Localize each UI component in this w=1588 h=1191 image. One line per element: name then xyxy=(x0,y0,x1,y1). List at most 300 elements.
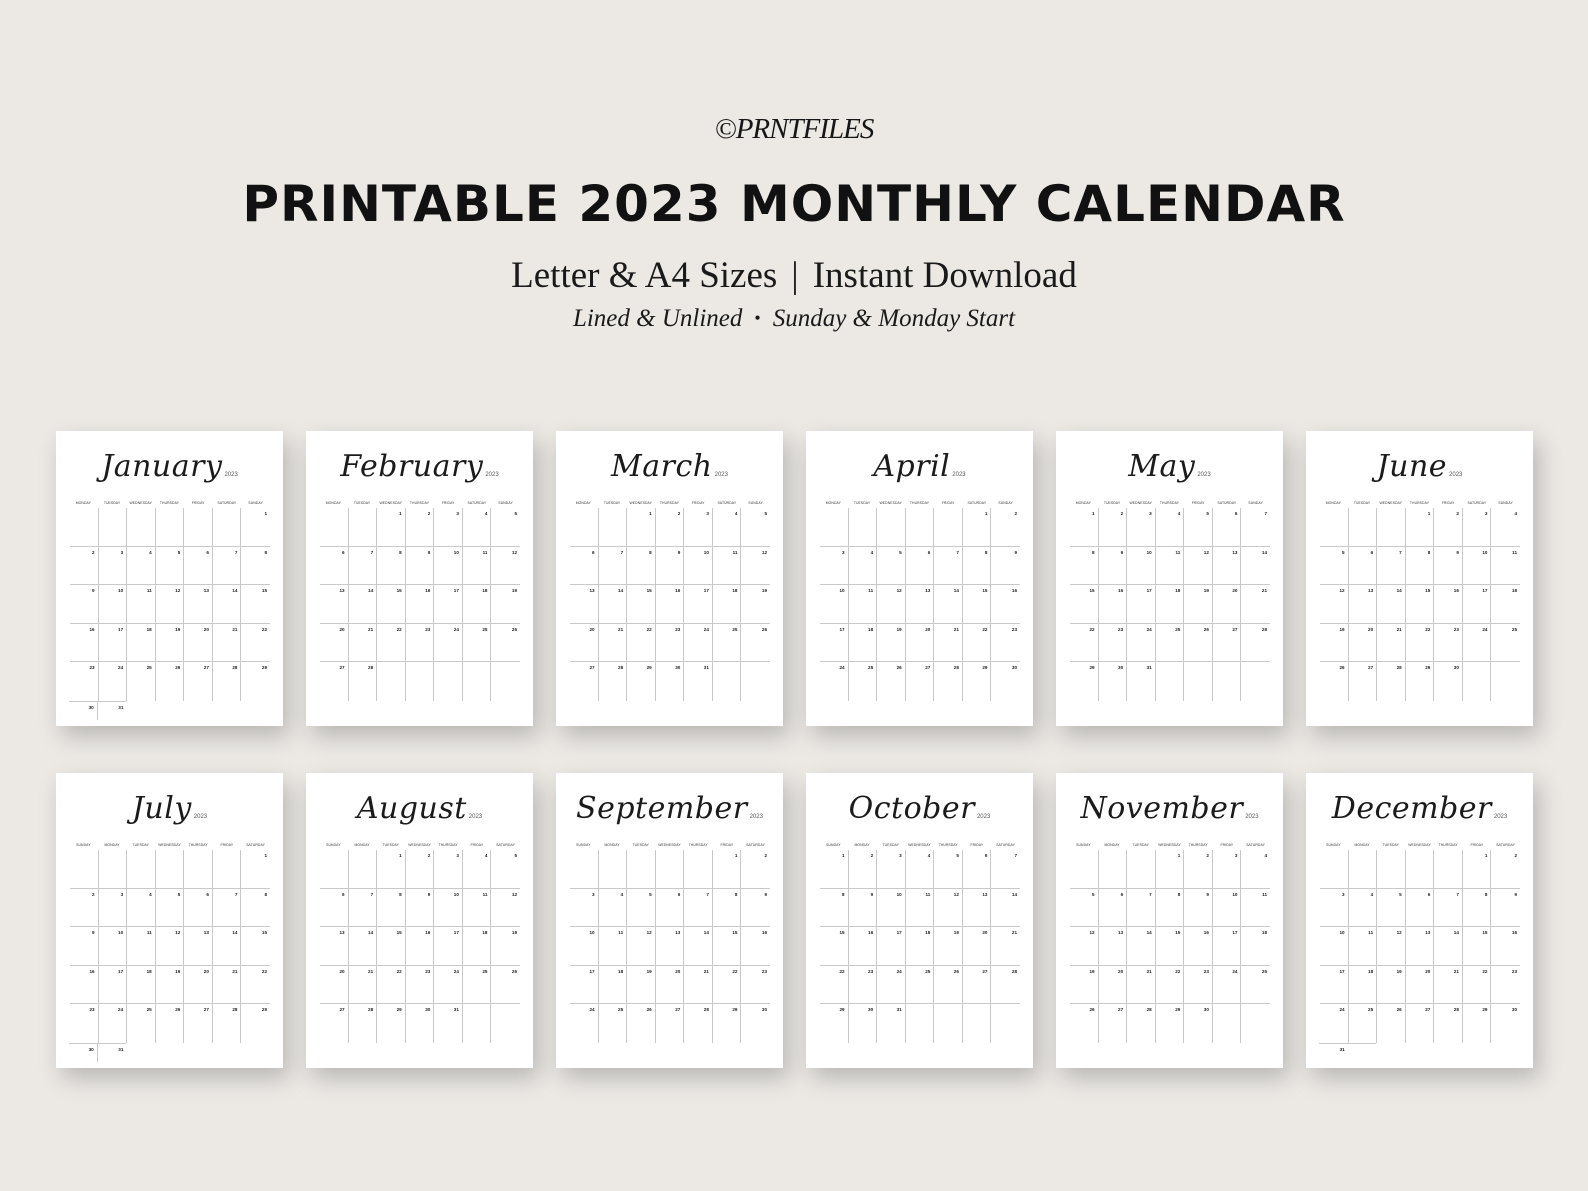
day-number: 12 xyxy=(953,891,959,897)
day-cell xyxy=(1434,508,1463,546)
day-cell xyxy=(820,508,849,546)
weekday-label: WEDNESDAY xyxy=(658,843,681,847)
day-cell xyxy=(1319,1044,1348,1062)
day-cell xyxy=(877,927,906,965)
day-cell xyxy=(1099,508,1128,546)
day-cell xyxy=(741,624,770,662)
week-row xyxy=(1070,624,1270,663)
day-cell xyxy=(991,585,1020,623)
day-cell xyxy=(184,662,213,701)
day-cell xyxy=(1099,547,1128,585)
month-name: April xyxy=(873,449,951,484)
day-number: 17 xyxy=(1232,930,1238,935)
day-cell xyxy=(627,662,656,701)
day-number: 3 xyxy=(842,549,845,555)
day-cell xyxy=(849,927,878,965)
month-grid xyxy=(319,498,520,701)
day-number: 15 xyxy=(261,588,268,593)
day-cell xyxy=(934,889,963,927)
day-number: 19 xyxy=(1089,968,1095,974)
day-cell xyxy=(241,1004,270,1043)
day-cell xyxy=(627,850,656,888)
day-cell xyxy=(377,662,406,701)
day-number: 29 xyxy=(1175,1007,1181,1012)
day-number: 29 xyxy=(261,665,268,670)
day-number: 6 xyxy=(206,891,209,897)
day-cell xyxy=(656,662,685,701)
day-number: 19 xyxy=(175,968,181,974)
day-cell xyxy=(1320,585,1349,623)
day-cell xyxy=(963,850,992,888)
week-row xyxy=(1070,508,1270,547)
day-number: 11 xyxy=(1512,549,1518,555)
day-number: 26 xyxy=(646,1007,652,1012)
week-row xyxy=(1070,889,1270,928)
day-number: 14 xyxy=(368,930,374,935)
day-cell xyxy=(1099,850,1128,888)
day-number: 1 xyxy=(649,511,652,516)
day-number: 20 xyxy=(1368,626,1374,632)
tagline-lined: Lined & Unlined xyxy=(572,305,743,332)
day-cell xyxy=(127,1004,156,1043)
day-number: 31 xyxy=(1339,1046,1345,1052)
day-number: 22 xyxy=(982,626,988,632)
day-cell xyxy=(1156,889,1185,927)
day-number: 26 xyxy=(761,626,768,632)
weekday-label: MONDAY xyxy=(104,843,120,847)
day-number: 12 xyxy=(1339,588,1345,593)
day-cell xyxy=(434,508,463,546)
day-cell xyxy=(684,508,713,546)
day-cell xyxy=(463,662,492,701)
weekday-label: SUNDAY xyxy=(76,843,91,847)
month-name: August xyxy=(356,791,467,826)
day-cell xyxy=(713,508,742,546)
day-number: 3 xyxy=(1234,853,1238,858)
day-number: 24 xyxy=(1146,626,1152,632)
day-number: 24 xyxy=(839,665,845,670)
day-cell xyxy=(570,889,599,927)
day-cell xyxy=(320,889,349,927)
day-number: 4 xyxy=(1177,511,1181,516)
day-number: 28 xyxy=(1261,626,1268,632)
calendar-sheet-january xyxy=(56,431,283,726)
day-cell xyxy=(1156,662,1185,701)
day-number: 11 xyxy=(1368,930,1374,935)
day-number: 9 xyxy=(1206,891,1209,897)
day-cell xyxy=(241,850,270,888)
day-cell xyxy=(213,927,242,965)
day-cell xyxy=(713,585,742,623)
week-row xyxy=(70,547,270,586)
day-cell xyxy=(320,662,349,701)
day-cell xyxy=(1127,850,1156,888)
day-cell xyxy=(1406,547,1435,585)
weekday-label: WEDNESDAY xyxy=(1129,501,1153,505)
day-cell xyxy=(934,547,963,585)
day-cell xyxy=(1406,850,1435,888)
day-cell xyxy=(570,1004,599,1043)
day-cell xyxy=(406,508,435,546)
day-cell xyxy=(1349,585,1378,623)
day-cell xyxy=(906,547,935,585)
day-number: 17 xyxy=(1482,588,1488,593)
day-cell xyxy=(1127,624,1156,662)
week-row xyxy=(1070,662,1270,701)
day-cell xyxy=(963,966,992,1004)
day-number: 9 xyxy=(427,549,431,555)
week-row xyxy=(570,508,770,547)
tagline-bullet: • xyxy=(754,308,761,328)
day-cell xyxy=(934,624,963,662)
day-cell xyxy=(963,927,992,965)
day-cell xyxy=(877,585,906,623)
week-row xyxy=(1070,1004,1270,1043)
day-number: 5 xyxy=(899,549,902,555)
day-number: 2 xyxy=(1014,511,1018,516)
day-cell xyxy=(99,624,128,662)
day-cell xyxy=(599,508,628,546)
day-cell xyxy=(906,889,935,927)
day-cell xyxy=(741,662,770,701)
day-number: 30 xyxy=(425,1007,431,1012)
day-number: 5 xyxy=(177,891,181,897)
week-row xyxy=(570,966,770,1005)
day-cell xyxy=(1184,1004,1213,1043)
day-cell xyxy=(156,889,185,927)
weeks xyxy=(819,508,1020,701)
day-cell xyxy=(1491,927,1520,965)
week-row xyxy=(570,662,770,701)
day-number: 2 xyxy=(1514,853,1518,858)
day-cell xyxy=(1070,547,1099,585)
month-grid xyxy=(1319,840,1520,1043)
day-number: 8 xyxy=(1427,549,1431,555)
day-cell xyxy=(741,1004,770,1043)
day-cell xyxy=(1406,585,1435,623)
day-cell xyxy=(377,850,406,888)
week-row xyxy=(1320,927,1520,966)
day-number: 1 xyxy=(1427,511,1431,516)
day-cell xyxy=(877,850,906,888)
day-cell xyxy=(434,662,463,701)
weekday-label: WEDNESDAY xyxy=(1379,501,1403,505)
day-cell xyxy=(156,966,185,1004)
weekday-label: THURSDAY xyxy=(938,843,958,847)
weekday-label: MONDAY xyxy=(1075,501,1091,505)
day-cell xyxy=(1491,508,1520,546)
day-cell xyxy=(684,966,713,1004)
day-cell xyxy=(491,662,520,701)
day-number: 24 xyxy=(703,626,709,632)
day-number: 30 xyxy=(1118,665,1124,670)
day-number: 3 xyxy=(1342,891,1345,897)
day-cell xyxy=(1156,585,1185,623)
day-number: 18 xyxy=(732,588,738,593)
day-number: 6 xyxy=(206,549,209,555)
day-cell xyxy=(1434,585,1463,623)
month-year: 2023 xyxy=(1245,814,1259,820)
day-number: 14 xyxy=(703,930,709,935)
weekday-label: THURSDAY xyxy=(1409,501,1430,505)
month-year: 2023 xyxy=(714,472,728,478)
weekday-label: SUNDAY xyxy=(576,843,591,847)
day-cell xyxy=(349,508,378,546)
day-cell xyxy=(1491,624,1520,662)
day-number: 8 xyxy=(264,891,268,897)
weekday-label: FRIDAY xyxy=(220,843,234,847)
day-number: 19 xyxy=(175,626,181,632)
week-row xyxy=(820,1004,1020,1043)
weekday-label: TUESDAY xyxy=(1353,501,1371,505)
weekday-label: SUNDAY xyxy=(826,843,841,847)
day-number: 22 xyxy=(839,968,845,974)
day-cell xyxy=(1241,966,1270,1004)
day-cell xyxy=(1463,585,1492,623)
month-year: 2023 xyxy=(749,814,763,820)
day-cell xyxy=(963,889,992,927)
month-heading xyxy=(56,791,283,826)
day-cell xyxy=(434,889,463,927)
week-row xyxy=(320,1004,520,1043)
day-number: 19 xyxy=(511,588,518,593)
day-cell xyxy=(70,966,99,1004)
day-cell xyxy=(184,927,213,965)
weekday-label: TUESDAY xyxy=(382,843,399,847)
day-number: 26 xyxy=(511,626,518,632)
day-number: 15 xyxy=(1175,930,1181,935)
day-cell xyxy=(1070,508,1099,546)
day-cell xyxy=(1099,927,1128,965)
week-row xyxy=(320,585,520,624)
day-cell xyxy=(1213,927,1242,965)
day-number: 16 xyxy=(868,930,874,935)
weekday-label: SUNDAY xyxy=(1498,501,1513,505)
day-number: 3 xyxy=(1149,511,1152,516)
month-name: December xyxy=(1331,791,1492,826)
day-cell xyxy=(741,889,770,927)
day-cell xyxy=(241,585,270,623)
day-number: 2 xyxy=(92,891,95,897)
day-cell xyxy=(463,966,492,1004)
day-cell xyxy=(1241,927,1270,965)
day-number: 11 xyxy=(146,588,152,593)
day-cell xyxy=(599,547,628,585)
day-number: 8 xyxy=(1177,891,1181,897)
day-number: 6 xyxy=(342,891,345,897)
day-number: 19 xyxy=(646,968,652,974)
day-number: 17 xyxy=(1339,968,1345,974)
day-number: 19 xyxy=(511,930,518,935)
day-number: 6 xyxy=(1370,549,1374,555)
month-name: November xyxy=(1080,791,1244,826)
weekday-label: MONDAY xyxy=(354,843,370,847)
day-cell xyxy=(1241,624,1270,662)
day-cell xyxy=(1213,1004,1242,1043)
day-cell xyxy=(656,624,685,662)
day-cell xyxy=(627,585,656,623)
day-cell xyxy=(849,547,878,585)
day-cell xyxy=(1377,1004,1406,1043)
month-heading xyxy=(1056,449,1283,484)
day-cell xyxy=(213,1004,242,1043)
day-number: 3 xyxy=(899,853,902,858)
week-row xyxy=(70,662,270,701)
day-cell xyxy=(1127,966,1156,1004)
day-cell xyxy=(684,624,713,662)
day-cell xyxy=(241,508,270,546)
day-number: 2 xyxy=(1120,511,1124,516)
weekday-label: SATURDAY xyxy=(217,501,237,505)
day-cell xyxy=(849,624,878,662)
day-cell xyxy=(156,585,185,623)
day-number: 7 xyxy=(956,549,959,555)
day-cell xyxy=(99,889,128,927)
day-number: 17 xyxy=(118,968,124,974)
day-number: 25 xyxy=(868,665,874,670)
day-cell xyxy=(1320,547,1349,585)
month-name: May xyxy=(1128,449,1196,484)
day-number: 28 xyxy=(703,1007,709,1012)
day-cell xyxy=(241,889,270,927)
day-cell xyxy=(849,889,878,927)
day-cell xyxy=(1127,585,1156,623)
day-number: 29 xyxy=(982,665,988,670)
day-number: 9 xyxy=(92,588,95,593)
day-cell xyxy=(127,850,156,888)
weekday-label: WEDNESDAY xyxy=(158,843,181,847)
day-cell xyxy=(1491,966,1520,1004)
day-cell xyxy=(849,850,878,888)
day-cell xyxy=(463,547,492,585)
day-number: 25 xyxy=(146,1007,152,1012)
day-cell xyxy=(184,966,213,1004)
day-cell xyxy=(820,850,849,888)
day-cell xyxy=(849,1004,878,1043)
day-number: 3 xyxy=(592,891,595,897)
day-number: 7 xyxy=(620,549,624,555)
day-cell xyxy=(1349,624,1378,662)
day-number: 30 xyxy=(1511,1007,1518,1012)
week-row xyxy=(1320,966,1520,1005)
day-number: 16 xyxy=(1203,930,1209,935)
day-number: 1 xyxy=(399,511,402,516)
day-cell xyxy=(1434,889,1463,927)
day-cell xyxy=(1406,889,1435,927)
day-number: 11 xyxy=(925,891,931,897)
month-heading xyxy=(556,791,783,826)
day-number: 27 xyxy=(675,1007,681,1012)
day-number: 20 xyxy=(203,968,209,974)
day-cell xyxy=(491,966,520,1004)
day-cell xyxy=(570,927,599,965)
day-cell xyxy=(1184,585,1213,623)
week-row xyxy=(570,927,770,966)
day-number: 7 xyxy=(234,549,238,555)
day-number: 14 xyxy=(1261,549,1268,555)
day-cell xyxy=(463,624,492,662)
week-row xyxy=(320,966,520,1005)
day-number: 20 xyxy=(675,968,681,974)
month-year: 2023 xyxy=(976,814,991,820)
day-number: 25 xyxy=(1261,968,1268,974)
day-cell xyxy=(213,585,242,623)
day-number: 16 xyxy=(425,588,431,593)
day-number: 10 xyxy=(118,930,124,935)
day-number: 13 xyxy=(1425,930,1431,935)
weekday-label: SATURDAY xyxy=(1496,843,1515,847)
day-number: 11 xyxy=(482,549,488,555)
month-heading xyxy=(1056,791,1283,826)
day-number: 4 xyxy=(1514,511,1518,516)
week-row xyxy=(1070,966,1270,1005)
month-year: 2023 xyxy=(1449,472,1463,478)
weekday-label: WEDNESDAY xyxy=(1408,843,1431,847)
day-number: 17 xyxy=(839,626,845,632)
calendar-sheet-april xyxy=(806,431,1033,726)
weekday-label: MONDAY xyxy=(604,843,620,847)
day-cell xyxy=(934,850,963,888)
day-number: 7 xyxy=(1264,511,1268,516)
brand-logo: ©PRNTFILES xyxy=(714,113,874,145)
day-cell xyxy=(213,850,242,888)
day-cell xyxy=(241,927,270,965)
day-cell xyxy=(213,508,242,546)
day-cell xyxy=(627,547,656,585)
day-cell xyxy=(213,547,242,585)
week-row xyxy=(1070,585,1270,624)
weekday-label: MONDAY xyxy=(825,501,841,505)
day-number: 16 xyxy=(1453,588,1459,593)
week-row xyxy=(570,547,770,586)
month-grid xyxy=(319,840,520,1043)
overflow-row xyxy=(69,701,126,720)
day-cell xyxy=(98,702,127,720)
day-cell xyxy=(1070,927,1099,965)
day-cell xyxy=(1184,508,1213,546)
weekday-label: THURSDAY xyxy=(409,501,430,505)
day-cell xyxy=(1491,547,1520,585)
day-number: 18 xyxy=(482,930,488,935)
day-cell xyxy=(434,1004,463,1043)
day-cell xyxy=(320,624,349,662)
day-cell xyxy=(1406,662,1435,701)
day-cell xyxy=(741,585,770,623)
day-number: 7 xyxy=(370,891,374,897)
day-number: 24 xyxy=(1482,626,1488,632)
day-number: 23 xyxy=(675,626,681,632)
day-cell xyxy=(184,547,213,585)
day-cell xyxy=(1434,850,1463,888)
weekday-label: MONDAY xyxy=(1104,843,1120,847)
day-cell xyxy=(377,508,406,546)
day-number: 26 xyxy=(1089,1007,1095,1012)
day-cell xyxy=(1070,889,1099,927)
week-row xyxy=(820,585,1020,624)
weekday-label: THURSDAY xyxy=(1188,843,1208,847)
day-number: 7 xyxy=(706,891,709,897)
day-number: 6 xyxy=(927,549,931,555)
subtitle xyxy=(0,254,1588,297)
day-number: 24 xyxy=(1339,1007,1345,1012)
day-cell xyxy=(599,624,628,662)
day-cell xyxy=(1320,850,1349,888)
weekday-label: FRIDAY xyxy=(941,501,955,505)
day-number: 31 xyxy=(118,704,124,710)
day-number: 28 xyxy=(953,665,959,670)
day-number: 11 xyxy=(1262,891,1268,897)
day-number: 16 xyxy=(1511,930,1518,935)
